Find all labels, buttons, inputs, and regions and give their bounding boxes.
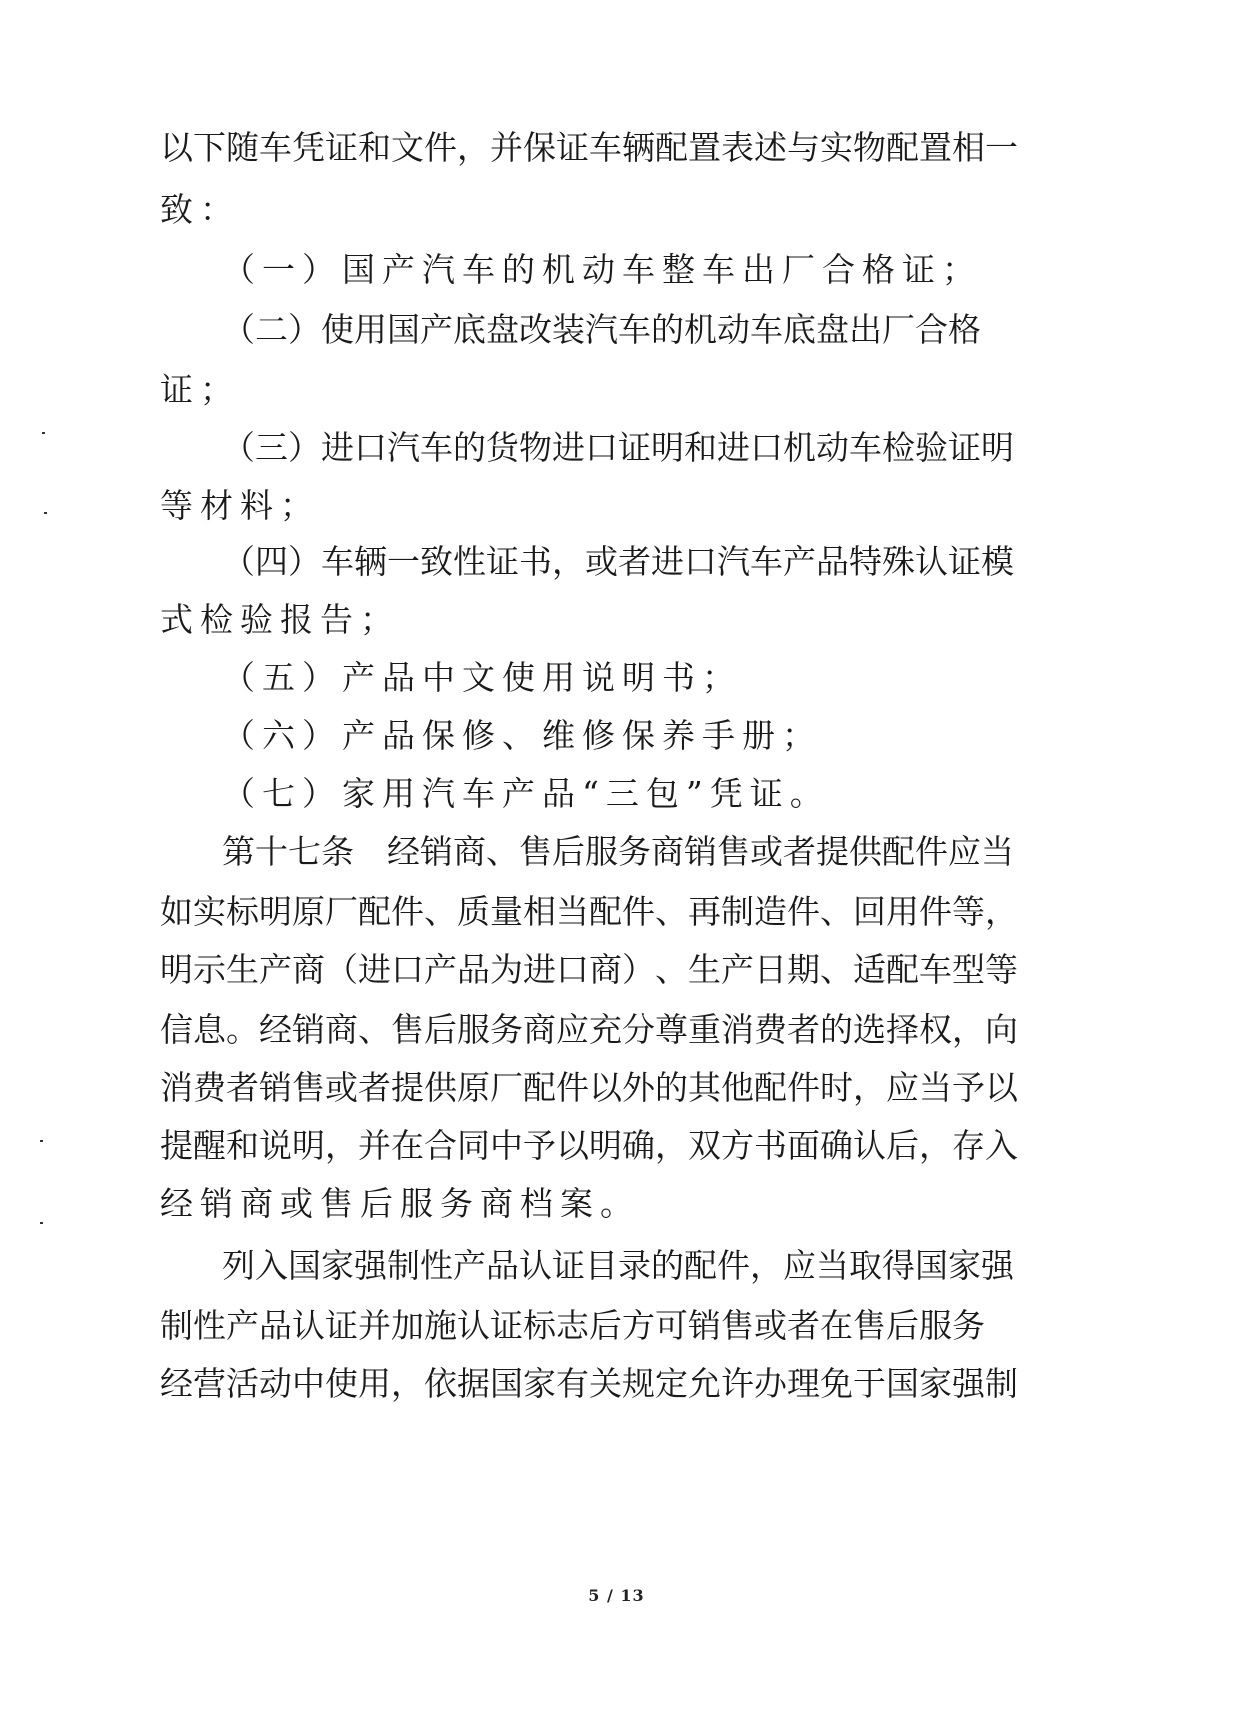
text-line: 证；	[160, 370, 240, 409]
text-line: 致：	[160, 190, 240, 229]
scan-speck	[42, 432, 45, 434]
text-line: 明 示 生 产 商 （ 进 口 产 品 为 进 口 商 ） 、 生 产 日 期 、 适 配 车 型 等	[160, 950, 1018, 989]
text-line: 如 实 标 明 原 厂 配 件 、 质 量 相 当 配 件 、 再 制 造 件 、 回 用 件 等 ，	[160, 892, 1018, 931]
page-number: 5 / 13	[588, 1586, 645, 1605]
scan-speck	[40, 1222, 43, 1224]
scan-speck	[44, 512, 47, 514]
list-item: （ 二 ） 使 用 国 产 底 盘 改 装 汽 车 的 机 动 车 底 盘 出 厂 合 格	[222, 310, 981, 349]
text-line: 以 下 随 车 凭 证 和 文 件 ， 并 保 证 车 辆 配 置 表 述 与 实 物 配 置 相 一	[160, 128, 1018, 167]
list-item: （ 四 ） 车 辆 一 致 性 证 书 ， 或 者 进 口 汽 车 产 品 特 殊 认 证 模	[222, 542, 1014, 581]
text-line: 提 醒 和 说 明 ， 并 在 合 同 中 予 以 明 确 ， 双 方 书 面 确 认 后 ， 存 入	[160, 1126, 1018, 1165]
text-line: 经 营 活 动 中 使 用 ， 依 据 国 家 有 关 规 定 允 许 办 理 免 于 国 家 强 制	[160, 1364, 1018, 1403]
list-item: （七）家用汽车产品“三包”凭证。	[222, 774, 830, 813]
text-line: 经销商或售后服务商档案。	[160, 1184, 640, 1223]
text-line: 等材料；	[160, 486, 320, 525]
list-item: （一）国产汽车的机动车整车出厂合格证；	[222, 250, 982, 289]
article-heading-line: 第 十 七 条 经 销 商 、 售 后 服 务 商 销 售 或 者 提 供 配 件 应 当	[222, 832, 1014, 871]
scan-speck	[40, 1140, 43, 1142]
list-item: （ 三 ） 进 口 汽 车 的 货 物 进 口 证 明 和 进 口 机 动 车 检 验 证 明	[222, 428, 1014, 467]
text-line: 式检验报告；	[160, 600, 400, 639]
list-item: （五）产品中文使用说明书；	[222, 658, 742, 697]
text-line: 消 费 者 销 售 或 者 提 供 原 厂 配 件 以 外 的 其 他 配 件 时 ， 应 当 予 以	[160, 1068, 1018, 1107]
paragraph-line: 列 入 国 家 强 制 性 产 品 认 证 目 录 的 配 件 ， 应 当 取 得 国 家 强	[222, 1246, 1014, 1285]
list-item: （六）产品保修、维修保养手册；	[222, 716, 822, 755]
text-line: 信 息 。 经 销 商 、 售 后 服 务 商 应 充 分 尊 重 消 费 者 的 选 择 权 ， 向	[160, 1010, 1018, 1049]
text-line: 制 性 产 品 认 证 并 加 施 认 证 标 志 后 方 可 销 售 或 者 在 售 后 服 务	[160, 1306, 985, 1345]
